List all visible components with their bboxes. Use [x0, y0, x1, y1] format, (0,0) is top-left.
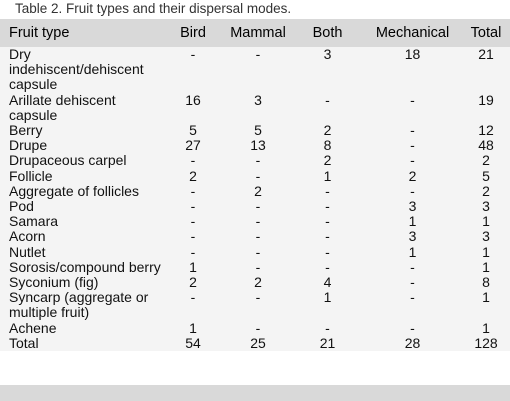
cell-bird: 54 [185, 334, 201, 351]
cell-both: 1 [323, 167, 332, 184]
cell-fruit-type: Samara [9, 213, 59, 230]
header-mammal: Mammal [230, 25, 286, 41]
cell-bird: 27 [185, 137, 201, 154]
cell-mammal: 2 [254, 274, 262, 291]
table-row [0, 93, 510, 123]
cell-mechanical: - [410, 289, 415, 306]
table-row [0, 169, 510, 184]
cell-mammal: - [255, 243, 261, 260]
cell-mammal: - [255, 46, 261, 62]
cell-mechanical: 1 [408, 243, 417, 260]
cell-both: 2 [323, 122, 332, 139]
cell-mammal: 5 [254, 122, 262, 139]
cell-bird: - [190, 182, 196, 199]
cell-both: 2 [323, 152, 332, 169]
cell-both: 1 [323, 289, 332, 306]
cell-both: 3 [323, 46, 332, 62]
cell-total: 128 [474, 334, 498, 351]
cell-mechanical: - [410, 137, 415, 154]
cell-both: - [325, 258, 330, 275]
cell-total: 12 [478, 122, 494, 139]
cell-mammal: - [255, 198, 261, 215]
cell-bird: - [190, 198, 196, 215]
cell-fruit-type: Arillate dehiscent capsule [9, 91, 116, 123]
table-caption: Table 2. Fruit types and their dispersal modes. [15, 1, 292, 16]
fruit-dispersal-table [0, 19, 510, 351]
cell-mammal: 3 [254, 91, 262, 108]
cell-fruit-type: Drupe [9, 137, 48, 154]
header-both: Both [312, 25, 343, 41]
cell-total: 2 [482, 182, 490, 199]
table-header [0, 19, 510, 47]
cell-both: - [325, 91, 330, 108]
cell-both: - [325, 228, 330, 245]
cell-total: 3 [482, 228, 490, 245]
cell-fruit-type: Aggregate of follicles [9, 182, 139, 199]
table-row [0, 138, 510, 153]
table-row [0, 260, 510, 275]
cell-bird: 2 [189, 274, 197, 291]
cell-mammal: - [255, 228, 261, 245]
cell-fruit-type: Achene [9, 319, 57, 336]
cell-mammal: 25 [250, 334, 266, 351]
table-row [0, 245, 510, 260]
cell-mechanical: - [410, 319, 415, 336]
total-row [0, 336, 510, 351]
cell-total: 1 [482, 213, 490, 230]
cell-mechanical: - [410, 91, 415, 108]
table-body [0, 47, 510, 351]
cell-total: 19 [478, 91, 494, 108]
cell-total: 1 [482, 243, 490, 260]
cell-mechanical: 28 [404, 334, 421, 351]
table-row [0, 229, 510, 244]
cell-bird: 1 [189, 319, 197, 336]
cell-mechanical: - [410, 152, 415, 169]
cell-total: 1 [482, 258, 490, 275]
cell-total: 2 [482, 152, 490, 169]
cell-mammal: - [255, 213, 261, 230]
cell-mechanical: 18 [404, 46, 421, 62]
cell-mammal: - [255, 258, 261, 275]
cell-mechanical: - [410, 258, 415, 275]
cell-mammal: - [255, 167, 261, 184]
cell-bird: - [190, 243, 196, 260]
cell-fruit-type: Syncarp (aggregate or multiple fruit) [9, 289, 149, 321]
table-row [0, 47, 510, 93]
header-total: Total [470, 25, 502, 41]
table-footer-bar [0, 385, 510, 401]
cell-bird: - [190, 289, 196, 306]
cell-mammal: - [255, 152, 261, 169]
cell-both: 4 [323, 274, 332, 291]
cell-bird: 5 [189, 122, 197, 139]
cell-total: 48 [478, 137, 494, 154]
header-bird: Bird [180, 25, 206, 41]
table-row [0, 199, 510, 214]
cell-fruit-type: Follicle [9, 167, 53, 184]
cell-total: 5 [482, 167, 490, 184]
table-row [0, 321, 510, 336]
cell-both: - [325, 213, 330, 230]
table-row [0, 123, 510, 138]
cell-bird: - [190, 213, 196, 230]
header-mechanical: Mechanical [375, 25, 450, 41]
cell-total: 3 [482, 198, 490, 215]
cell-bird: - [190, 228, 196, 245]
cell-fruit-type: Drupaceous carpel [9, 152, 127, 169]
cell-total: 1 [482, 319, 490, 336]
cell-mechanical: 2 [408, 167, 417, 184]
cell-fruit-type: Dry indehiscent/dehiscent capsule [9, 46, 144, 93]
cell-mechanical: 3 [408, 228, 417, 245]
cell-bird: 2 [189, 167, 197, 184]
table-row [0, 275, 510, 290]
cell-fruit-type: Acorn [9, 228, 46, 245]
cell-fruit-type: Berry [9, 122, 43, 139]
cell-fruit-type: Pod [9, 198, 34, 215]
cell-bird: - [190, 46, 196, 62]
cell-fruit-type: Syconium (fig) [9, 274, 99, 291]
table-row [0, 214, 510, 229]
table-row [0, 184, 510, 199]
cell-both: - [325, 243, 330, 260]
cell-fruit-type: Total [9, 334, 39, 351]
cell-mechanical: - [410, 274, 415, 291]
cell-both: - [325, 182, 330, 199]
header-fruit-type: Fruit type [9, 25, 70, 41]
cell-mammal: 2 [254, 182, 262, 199]
cell-mechanical: 3 [408, 198, 417, 215]
cell-both: 8 [323, 137, 332, 154]
cell-mechanical: 1 [408, 213, 417, 230]
cell-total: 21 [478, 46, 494, 62]
cell-total: 8 [482, 274, 490, 291]
cell-mechanical: - [410, 182, 415, 199]
cell-both: - [325, 198, 330, 215]
cell-total: 1 [482, 289, 490, 306]
cell-fruit-type: Nutlet [9, 243, 46, 260]
cell-bird: - [190, 152, 196, 169]
cell-mammal: - [255, 289, 261, 306]
cell-both: - [325, 319, 330, 336]
cell-both: 21 [319, 334, 336, 351]
cell-fruit-type: Sorosis/compound berry [9, 258, 161, 275]
table-row [0, 290, 510, 320]
cell-mammal: - [255, 319, 261, 336]
cell-bird: 16 [185, 91, 201, 108]
cell-mechanical: - [410, 122, 415, 139]
cell-mammal: 13 [250, 137, 266, 154]
table-row [0, 153, 510, 168]
cell-bird: 1 [189, 258, 197, 275]
